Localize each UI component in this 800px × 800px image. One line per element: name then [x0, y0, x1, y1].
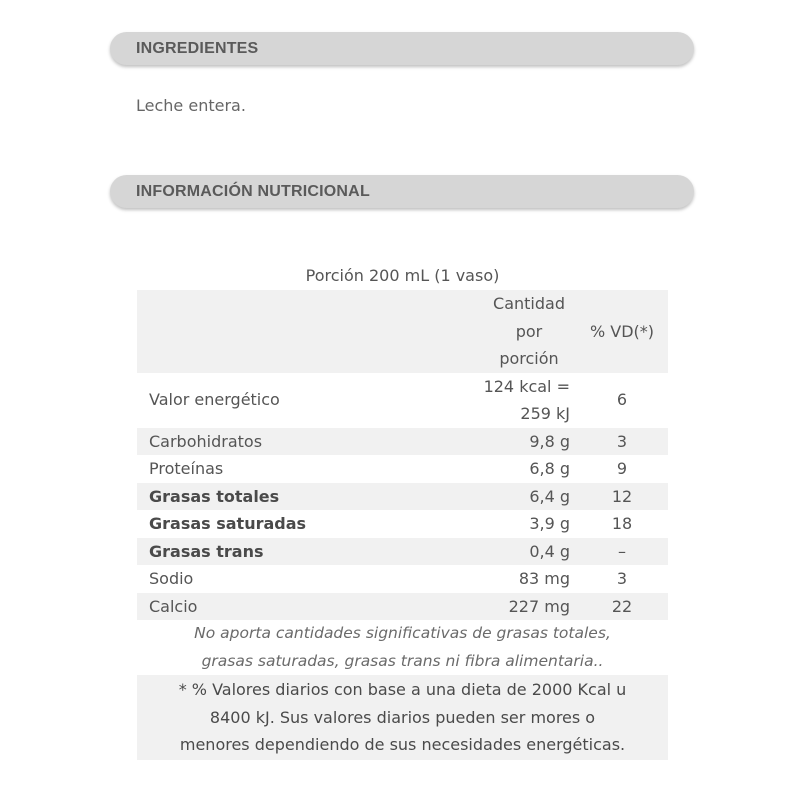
nutrient-vd: 6 [616, 390, 628, 410]
table-row [137, 455, 668, 483]
nutrient-name: Grasas saturadas [149, 514, 307, 533]
table-row [137, 510, 668, 538]
table-row [137, 565, 668, 593]
ingredients-text: Leche entera. [136, 96, 246, 115]
nutrition-table [137, 290, 668, 760]
nutrient-name: Valor energético [149, 390, 280, 410]
table-note-row [137, 620, 668, 675]
nutrient-amount [482, 373, 576, 428]
nutrient-name: Proteínas [149, 459, 224, 478]
note-line: No aporta cantidades significativas de grasas totales, [194, 624, 611, 642]
footnote-line: menores dependiendo de sus necesidades energéticas. [179, 735, 626, 754]
nutrient-amount: 0,4 g [482, 538, 576, 566]
nutrient-name: Sodio [149, 569, 194, 588]
nutrient-vd: 22 [576, 593, 668, 621]
nutrient-amount: 3,9 g [529, 514, 570, 533]
nutrient-name: Grasas totales [137, 483, 482, 511]
amount-header-line: por [515, 321, 543, 341]
nutrient-vd: – [576, 538, 668, 566]
table-note [137, 620, 668, 675]
amount-header-line: Cantidad [493, 294, 565, 313]
amount-line: 259 kJ [520, 404, 570, 423]
nutrient-amount: 83 mg [518, 569, 570, 588]
amount-column-header [482, 290, 576, 373]
note-line: grasas saturadas, grasas trans ni fibra alimentaria.. [201, 651, 604, 670]
table-row [137, 373, 668, 428]
table-row [137, 538, 668, 566]
nutrient-vd: 3 [576, 428, 668, 456]
ingredients-heading: INGREDIENTES [136, 39, 259, 57]
nutrient-vd: 3 [616, 569, 628, 588]
nutrition-section-header [110, 175, 694, 208]
amount-header-line: porción [499, 349, 559, 368]
nutrition-heading: INFORMACIÓN NUTRICIONAL [136, 182, 370, 200]
nutrient-vd: 18 [611, 514, 633, 533]
nutrient-amount: 9,8 g [482, 428, 576, 456]
ingredients-section-header [110, 32, 694, 65]
table-header-row [137, 290, 668, 373]
table-footnote-row [137, 675, 668, 760]
vd-column-header: % VD(*) [576, 290, 668, 373]
footnote-line: * % Valores diarios con base a una dieta de 2000 Kcal u [178, 680, 627, 699]
nutrient-vd: 12 [576, 483, 668, 511]
portion-size: Porción 200 mL (1 vaso) [305, 266, 500, 285]
nutrient-amount: 6,4 g [482, 483, 576, 511]
nutrient-name: Calcio [137, 593, 482, 621]
amount-line: 124 kcal = [483, 376, 570, 396]
nutrient-name: Grasas trans [137, 538, 482, 566]
table-row [137, 428, 668, 456]
table-row [137, 593, 668, 621]
nutrient-name: Carbohidratos [137, 428, 482, 456]
table-row [137, 483, 668, 511]
nutrient-vd: 9 [616, 459, 628, 478]
nutrient-amount: 227 mg [482, 593, 576, 621]
footnote-line: 8400 kJ. Sus valores diarios pueden ser mores o [209, 707, 596, 727]
header-empty-cell [137, 290, 482, 373]
table-footnote [137, 675, 668, 760]
nutrient-amount: 6,8 g [529, 459, 570, 478]
